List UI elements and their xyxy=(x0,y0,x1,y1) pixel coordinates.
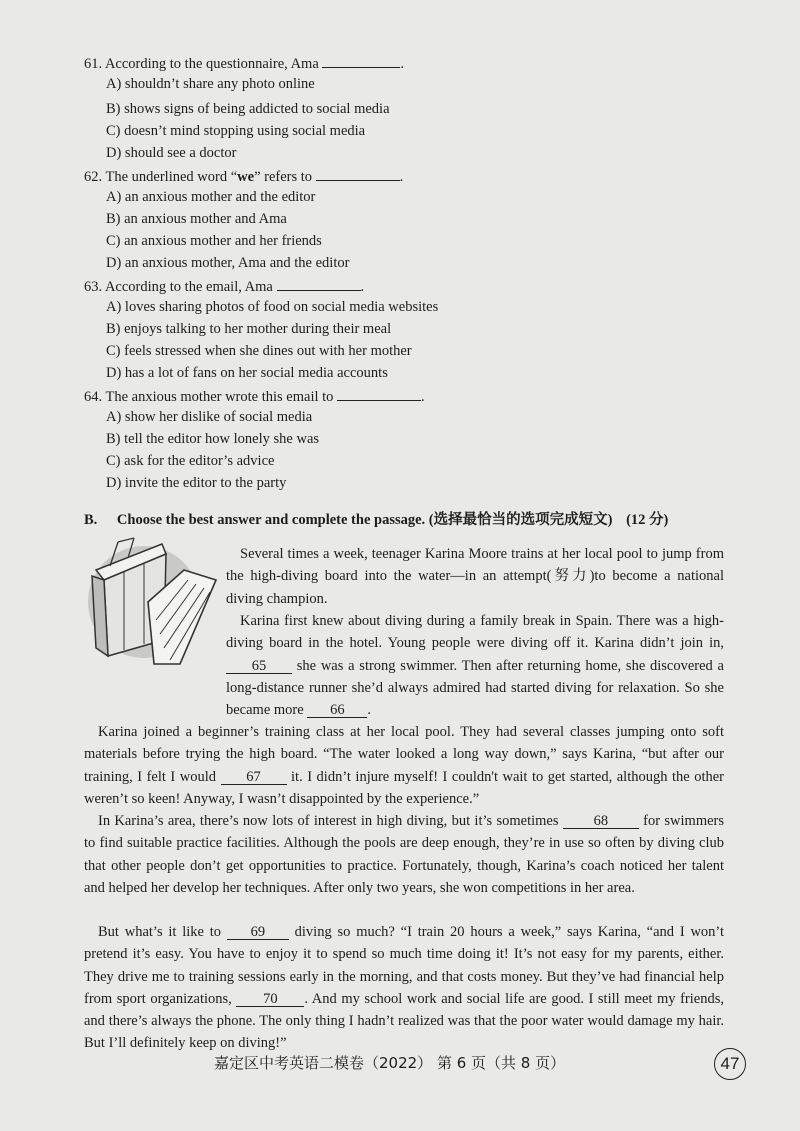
underlined-word: we xyxy=(237,169,255,185)
passage-paragraph-5: But what’s it like to 69 diving so much? “I train 20 hours a week,” says Karina, “and I won’t pretend it’s easy. You have to enjoy it to spend so much time doing it! It’s not easy for my parents, either. They drive me to training sessions early in the morning, and that costs money. But they’ve had financial help from sport organizations, 70 . And my school work and social life are good. I still meet my friends, and there’s always the phone. The only thing I hadn’t realized was that the poor water would damage my hair. But I’ll definitely keep on diving!” xyxy=(84,924,725,1052)
footer-text: 嘉定区中考英语二模卷（2022） 第 6 页（共 8 页） xyxy=(214,1054,566,1072)
option: A) loves sharing photos of food on social media websites xyxy=(106,299,439,315)
option: C) doesn’t mind stopping using social media xyxy=(106,123,366,139)
answer-blank xyxy=(316,167,400,181)
question-61: 61. According to the questionnaire, Ama . xyxy=(84,56,405,72)
answer-blank xyxy=(337,387,421,401)
question-62: 62. The underlined word “we” refers to . xyxy=(84,169,404,185)
option: B) enjoys talking to her mother during their meal xyxy=(106,321,392,337)
answer-blank xyxy=(322,54,400,68)
blank-70: 70 xyxy=(236,992,304,1007)
blank-69: 69 xyxy=(227,925,289,940)
option: A) shouldn’t share any photo online xyxy=(106,76,315,92)
answer-blank xyxy=(277,277,361,291)
option: A) show her dislike of social media xyxy=(106,409,313,425)
option: D) has a lot of fans on her social media accounts xyxy=(106,365,388,381)
section-b-heading: B. Choose the best answer and complete the passage. (选择最恰当的选项完成短文) (12 分) xyxy=(84,512,669,528)
passage-paragraph-4: In Karina’s area, there’s now lots of interest in high diving, but it’s sometimes 68 for swimmers to find suitable practice facilities. Although the pools are deep enough, they’re in use so often by diving club that other people don’t get opportunities to practice. Fortunately, though, Karina’s coach noticed her talent and helped her develop her techniques. After only two years, she won competitions in her area. xyxy=(84,813,725,896)
option: C) an anxious mother and her friends xyxy=(106,233,322,249)
option: D) should see a doctor xyxy=(106,145,237,161)
question-63: 63. According to the email, Ama . xyxy=(84,279,365,295)
blank-68: 68 xyxy=(563,814,639,829)
blank-67: 67 xyxy=(221,770,287,785)
diving-board-icon xyxy=(84,536,220,666)
option: D) invite the editor to the party xyxy=(106,475,287,491)
option: B) an anxious mother and Ama xyxy=(106,211,287,227)
passage-paragraph-2: Karina first knew about diving during a family break in Spain. There was a high-diving board in the hotel. Young people were diving off it. Karina didn’t join in, 65 she was a strong swimmer. Then after returning home, she discovered a long-distance runner she’d always admired had started diving for relaxation. So she became more 66 . xyxy=(226,613,724,719)
option: C) feels stressed when she dines out with her mother xyxy=(106,343,412,359)
blank-65: 65 xyxy=(226,659,292,674)
option: D) an anxious mother, Ama and the editor xyxy=(106,255,350,271)
option: B) shows signs of being addicted to social media xyxy=(106,101,390,117)
passage-paragraph-3: Karina joined a beginner’s training class at her local pool. They had several classes jumping onto soft materials before trying the high board. “The water looked a long way down,” says Karina, “but after our training, I felt I would 67 it. I didn’t injure myself! I couldn't wait to get started, although the other weren’t so keen! Anyway, I wasn’t disappointed by the experience.” xyxy=(84,724,725,807)
option: C) ask for the editor’s advice xyxy=(106,453,275,469)
page-number-badge: 47 xyxy=(714,1048,746,1080)
passage-paragraph-1: Several times a week, teenager Karina Moore trains at her local pool to jump from the high-diving board into the water—in an attempt(努力)to become a national diving champion. xyxy=(226,546,724,607)
option: B) tell the editor how lonely she was xyxy=(106,431,320,447)
option: A) an anxious mother and the editor xyxy=(106,189,316,205)
blank-66: 66 xyxy=(307,703,367,718)
question-64: 64. The anxious mother wrote this email to . xyxy=(84,389,425,405)
